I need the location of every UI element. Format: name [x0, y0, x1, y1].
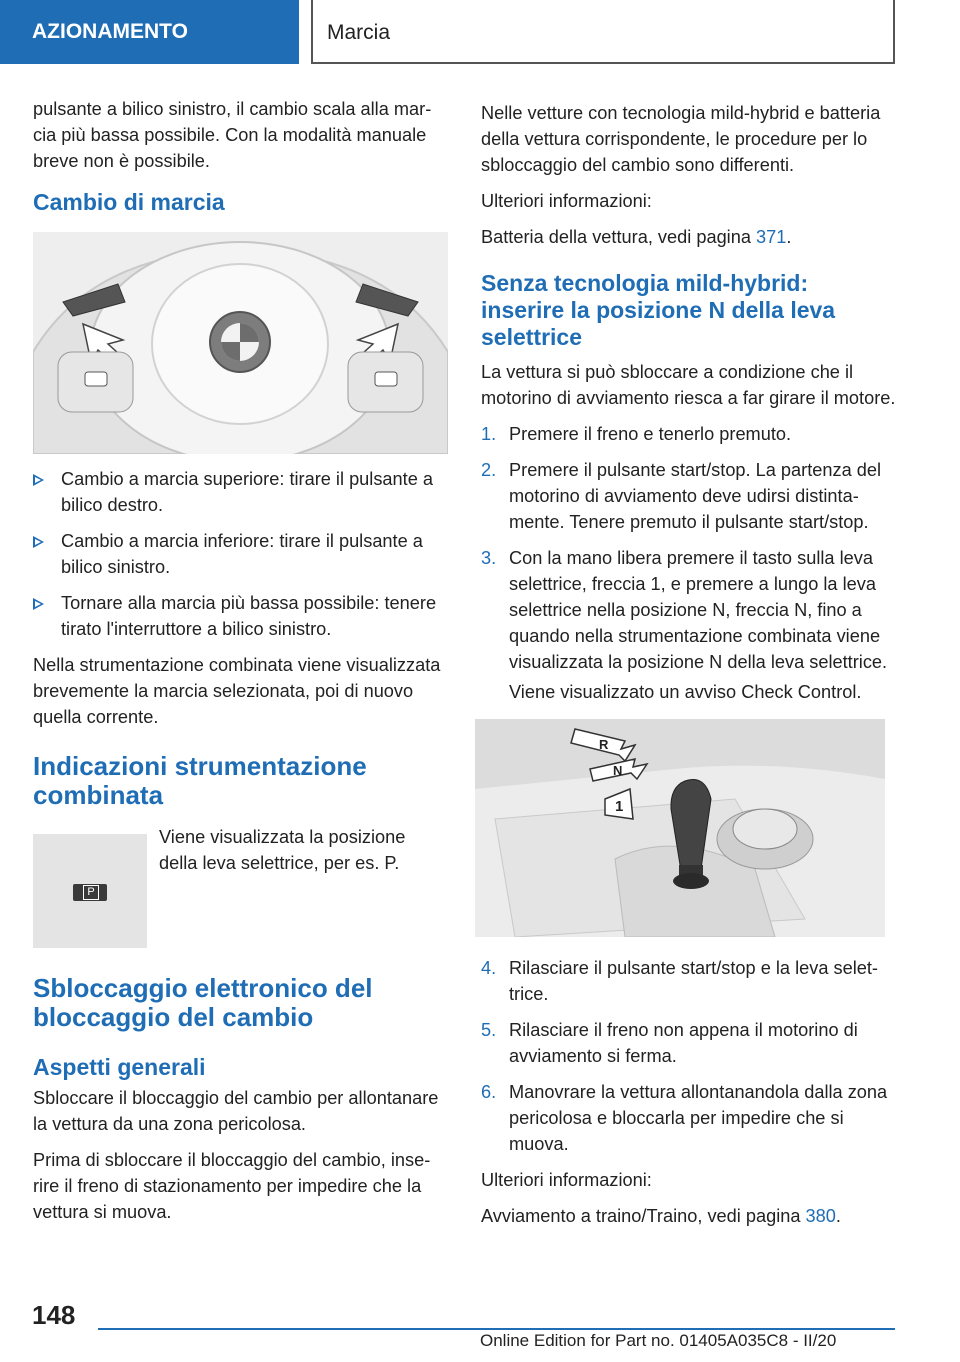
selector-lever-figure — [475, 719, 885, 937]
aspetti-paragraph-2: Prima di sbloccare il bloccaggio del cambio, inserire il freno di stazionamento per impedire che la vettura si muova. — [33, 1150, 431, 1222]
section-tab: AZIONAMENTO — [0, 0, 299, 64]
strumentazione-paragraph: Nella strumentazione combinata viene visualizzata brevemente la marcia selezionata, poi di nuovo quella corrente. — [33, 655, 441, 727]
arrow-r-label: R — [599, 737, 609, 752]
ulteriori-label-1: Ulteriori informazioni: — [481, 191, 652, 211]
page-link-380[interactable]: 380 — [805, 1206, 836, 1226]
edition-text: Online Edition for Part no. 01405A035C8 - II/20 — [480, 1331, 837, 1350]
steps-list-b — [481, 955, 896, 1157]
left-column — [33, 96, 448, 1235]
footer-divider — [98, 1328, 895, 1330]
arrow-1-label: 1 — [615, 798, 624, 815]
traino-reference: Avviamento a traino/Traino, vedi pagina 380. — [481, 1206, 841, 1226]
list-item: Cambio a marcia inferiore: tirare il pulsante a bilico sinistro. — [33, 528, 448, 580]
triangle-bullet-icon — [33, 536, 44, 548]
senza-paragraph: La vettura si può sbloccare a condizione che il motorino di avviamento riesca a far girare il motore. — [481, 362, 896, 408]
heading-indicazioni: Indicazioni strumentazione combinata — [33, 751, 367, 810]
chapter-title: Marcia — [311, 0, 895, 64]
list-item: 3. Con la mano libera premere il tasto sulla leva selettrice, freccia 1, e premere a lungo la leva selettrice nella posizione N, freccia N, fino a quando nella strumentazione combinata viene visualizzata la posizione N della leva selettrice. — [481, 548, 888, 672]
arrow-n-label: N — [613, 763, 623, 778]
check-control-note: Viene visualizzato un avviso Check Control. — [509, 682, 862, 702]
heading-senza-mild-hybrid: Senza tecnologia mild-hybrid: inserire la posizione N della leva selettrice — [481, 270, 836, 350]
list-item: Cambio a marcia superiore: tirare il pulsante a bilico destro. — [33, 466, 448, 518]
display-row — [33, 824, 448, 954]
aspetti-paragraph-1: Sbloccare il bloccaggio del cambio per allontanare la vettura da una zona pericolosa. — [33, 1088, 439, 1134]
right-column — [481, 100, 896, 1239]
list-item: 5. Rilasciare il freno non appena il motorino di avviamento si ferma. — [481, 1020, 858, 1066]
steps-list-a — [481, 421, 896, 675]
triangle-bullet-icon — [33, 598, 44, 610]
display-indicator-figure — [33, 834, 147, 948]
ulteriori-label-2: Ulteriori informazioni: — [481, 1170, 652, 1190]
intro-paragraph: pulsante a bilico sinistro, il cambio scala alla marcia più bassa possibile. Con la modalità manuale breve non è possibile. — [33, 99, 432, 171]
list-item: 1. Premere il freno e tenerlo premuto. — [481, 424, 792, 444]
list-item: 4. Rilasciare il pulsante start/stop e la leva selettrice. — [481, 958, 878, 1004]
page-number: 148 — [32, 1300, 76, 1330]
heading-aspetti-generali: Aspetti generali — [33, 1054, 206, 1080]
heading-cambio-marcia: Cambio di marcia — [33, 189, 225, 215]
steering-wheel-figure — [33, 232, 448, 454]
indicazioni-paragraph: Viene visualizzata la posizione della leva selettrice, per es. P. — [159, 827, 406, 873]
selector-lever-illustration — [475, 719, 885, 937]
steering-wheel-illustration — [33, 232, 448, 454]
mild-hybrid-paragraph: Nelle vetture con tecnologia mild-hybrid e batteria della vettura corrispondente, le procedure per lo sbloccaggio del cambio sono differenti. — [481, 103, 881, 175]
gear-bullet-list — [33, 466, 448, 642]
heading-sbloccaggio: Sbloccaggio elettronico del bloccaggio del cambio — [33, 973, 373, 1032]
gear-p-letter: P — [83, 885, 99, 900]
page-link-371[interactable]: 371 — [756, 227, 787, 247]
list-item: 2. Premere il pulsante start/stop. La partenza del motorino di avviamento deve udirsi distintamente. Tenere premuto il pulsante start/stop. — [481, 460, 882, 532]
list-item: 6. Manovrare la vettura allontanandola dalla zona pericolosa e bloccarla per impedire che si muova. — [481, 1082, 888, 1154]
batteria-reference: Batteria della vettura, vedi pagina 371. — [481, 227, 792, 247]
gear-p-display — [73, 884, 107, 901]
list-item: Tornare alla marcia più bassa possibile: tenere tirato l'interruttore a bilico sinistro. — [33, 590, 448, 642]
triangle-bullet-icon — [33, 474, 44, 486]
